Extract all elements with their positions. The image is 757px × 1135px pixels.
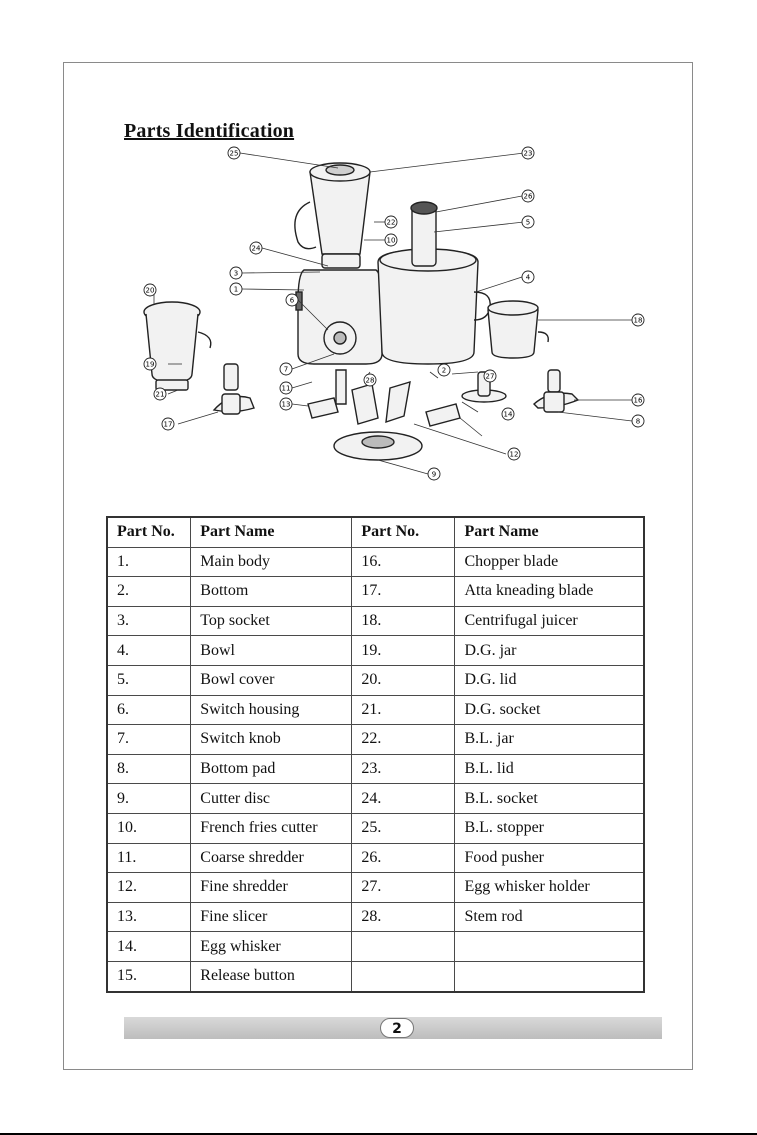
callout-28 [364, 374, 376, 386]
callout-24 [250, 242, 262, 254]
cell-part-no: 9. [107, 784, 191, 814]
cell-part-no: 14. [107, 932, 191, 962]
svg-text:13: 13 [281, 400, 291, 409]
svg-text:23: 23 [523, 149, 533, 158]
table-header-row [107, 517, 644, 547]
centrifugal-juicer-illustration [488, 301, 548, 358]
svg-text:7: 7 [283, 365, 289, 374]
cell-part-name: Coarse shredder [191, 843, 352, 873]
callout-9 [428, 468, 440, 480]
svg-text:11: 11 [281, 384, 291, 393]
callout-25 [228, 147, 240, 159]
callout-19 [144, 358, 156, 370]
callout-12 [508, 448, 520, 460]
callout-16 [632, 394, 644, 406]
svg-text:2: 2 [441, 366, 447, 375]
cell-part-name: Chopper blade [455, 547, 644, 577]
chopper-blade-illustration [534, 370, 578, 412]
callout-22 [385, 216, 397, 228]
cell-part-no: 11. [107, 843, 191, 873]
cell-part-name: Fine shredder [191, 873, 352, 903]
cell-part-no [352, 932, 455, 962]
callout-4 [522, 271, 534, 283]
callout-21 [154, 388, 166, 400]
callout-27 [484, 370, 496, 382]
cell-part-name: Bowl cover [191, 665, 352, 695]
table-row [107, 813, 644, 843]
header-part-no: Part No. [352, 517, 455, 547]
cell-part-name: Release button [191, 961, 352, 991]
callout-26 [522, 190, 534, 202]
cell-part-name: Food pusher [455, 843, 644, 873]
cell-part-no: 25. [352, 813, 455, 843]
cell-part-no: 22. [352, 725, 455, 755]
cell-part-no: 19. [352, 636, 455, 666]
cell-part-no: 4. [107, 636, 191, 666]
cell-part-no: 23. [352, 754, 455, 784]
cell-part-name: D.G. jar [455, 636, 644, 666]
cell-part-name: Centrifugal juicer [455, 606, 644, 636]
svg-text:14: 14 [503, 410, 513, 419]
svg-text:6: 6 [289, 296, 295, 305]
callout-2 [438, 364, 450, 376]
svg-text:1: 1 [233, 285, 239, 294]
cell-part-name: Main body [191, 547, 352, 577]
cell-part-no: 7. [107, 725, 191, 755]
cell-part-no: 6. [107, 695, 191, 725]
callout-5 [522, 216, 534, 228]
cell-part-name [455, 961, 644, 991]
cell-part-no: 1. [107, 547, 191, 577]
cell-part-no: 3. [107, 606, 191, 636]
cell-part-no: 21. [352, 695, 455, 725]
cell-part-name: B.L. jar [455, 725, 644, 755]
cell-part-no: 18. [352, 606, 455, 636]
table-row [107, 754, 644, 784]
cell-part-no: 12. [107, 873, 191, 903]
header-part-name: Part Name [455, 517, 644, 547]
table-row [107, 547, 644, 577]
cell-part-name: D.G. socket [455, 695, 644, 725]
callout-3 [230, 267, 242, 279]
svg-text:10: 10 [386, 236, 396, 245]
table-row [107, 784, 644, 814]
svg-text:8: 8 [635, 417, 641, 426]
shredder-plates-illustration [308, 370, 460, 426]
cell-part-no: 20. [352, 665, 455, 695]
cell-part-no: 27. [352, 873, 455, 903]
callout-1 [230, 283, 242, 295]
svg-text:3: 3 [233, 269, 239, 278]
callout-6 [286, 294, 298, 306]
callout-17 [162, 418, 174, 430]
header-part-name: Part Name [191, 517, 352, 547]
svg-text:20: 20 [145, 286, 155, 295]
page-number: 2 [380, 1018, 414, 1038]
table-row [107, 695, 644, 725]
cell-part-no: 8. [107, 754, 191, 784]
cell-part-name: Top socket [191, 606, 352, 636]
table-row [107, 873, 644, 903]
callout-13 [280, 398, 292, 410]
cell-part-no: 2. [107, 577, 191, 607]
blender-jar-illustration [295, 163, 370, 268]
atta-blade-illustration [214, 364, 254, 414]
main-body-illustration [296, 270, 382, 364]
callout-11 [280, 382, 292, 394]
cell-part-name: B.L. socket [455, 784, 644, 814]
svg-text:18: 18 [633, 316, 643, 325]
callout-8 [632, 415, 644, 427]
cell-part-name: Bowl [191, 636, 352, 666]
cell-part-name: Switch knob [191, 725, 352, 755]
table-row [107, 725, 644, 755]
table-row [107, 843, 644, 873]
svg-text:4: 4 [525, 273, 531, 282]
page-title: Parts Identification [124, 120, 295, 142]
svg-text:21: 21 [155, 390, 165, 399]
callout-20 [144, 284, 156, 296]
callout-7 [280, 363, 292, 375]
table-row [107, 606, 644, 636]
cutter-disc-illustration [334, 432, 422, 460]
cell-part-no: 17. [352, 577, 455, 607]
cell-part-name: Bottom pad [191, 754, 352, 784]
svg-text:24: 24 [251, 244, 261, 253]
cell-part-no: 13. [107, 902, 191, 932]
parts-diagram [138, 142, 660, 482]
svg-text:16: 16 [633, 396, 643, 405]
cell-part-name: D.G. lid [455, 665, 644, 695]
cell-part-name [455, 932, 644, 962]
cell-part-name: French fries cutter [191, 813, 352, 843]
cell-part-no: 5. [107, 665, 191, 695]
callout-10 [385, 234, 397, 246]
cell-part-no: 16. [352, 547, 455, 577]
svg-text:22: 22 [386, 218, 396, 227]
svg-text:25: 25 [229, 149, 239, 158]
table-row [107, 636, 644, 666]
table-row [107, 932, 644, 962]
cell-part-no: 10. [107, 813, 191, 843]
cell-part-name: Cutter disc [191, 784, 352, 814]
svg-text:12: 12 [509, 450, 519, 459]
cell-part-name: B.L. lid [455, 754, 644, 784]
svg-text:5: 5 [525, 218, 531, 227]
parts-table [106, 516, 645, 993]
dg-jar-illustration [144, 302, 211, 390]
cell-part-no [352, 961, 455, 991]
callout-14 [502, 408, 514, 420]
svg-text:19: 19 [145, 360, 155, 369]
cell-part-no: 26. [352, 843, 455, 873]
cell-part-no: 28. [352, 902, 455, 932]
svg-text:26: 26 [523, 192, 533, 201]
table-row [107, 665, 644, 695]
cell-part-no: 24. [352, 784, 455, 814]
cell-part-name: Fine slicer [191, 902, 352, 932]
cell-part-name: Egg whisker holder [455, 873, 644, 903]
svg-text:28: 28 [365, 376, 375, 385]
cell-part-name: Bottom [191, 577, 352, 607]
svg-text:9: 9 [431, 470, 437, 479]
table-row [107, 577, 644, 607]
table-row [107, 961, 644, 991]
cell-part-name: Atta kneading blade [455, 577, 644, 607]
cell-part-no: 15. [107, 961, 191, 991]
cell-part-name: B.L. stopper [455, 813, 644, 843]
table-row [107, 902, 644, 932]
cell-part-name: Egg whisker [191, 932, 352, 962]
callout-23 [522, 147, 534, 159]
callout-18 [632, 314, 644, 326]
svg-text:27: 27 [485, 372, 495, 381]
cell-part-name: Switch housing [191, 695, 352, 725]
svg-text:17: 17 [163, 420, 173, 429]
cell-part-name: Stem rod [455, 902, 644, 932]
header-part-no: Part No. [107, 517, 191, 547]
